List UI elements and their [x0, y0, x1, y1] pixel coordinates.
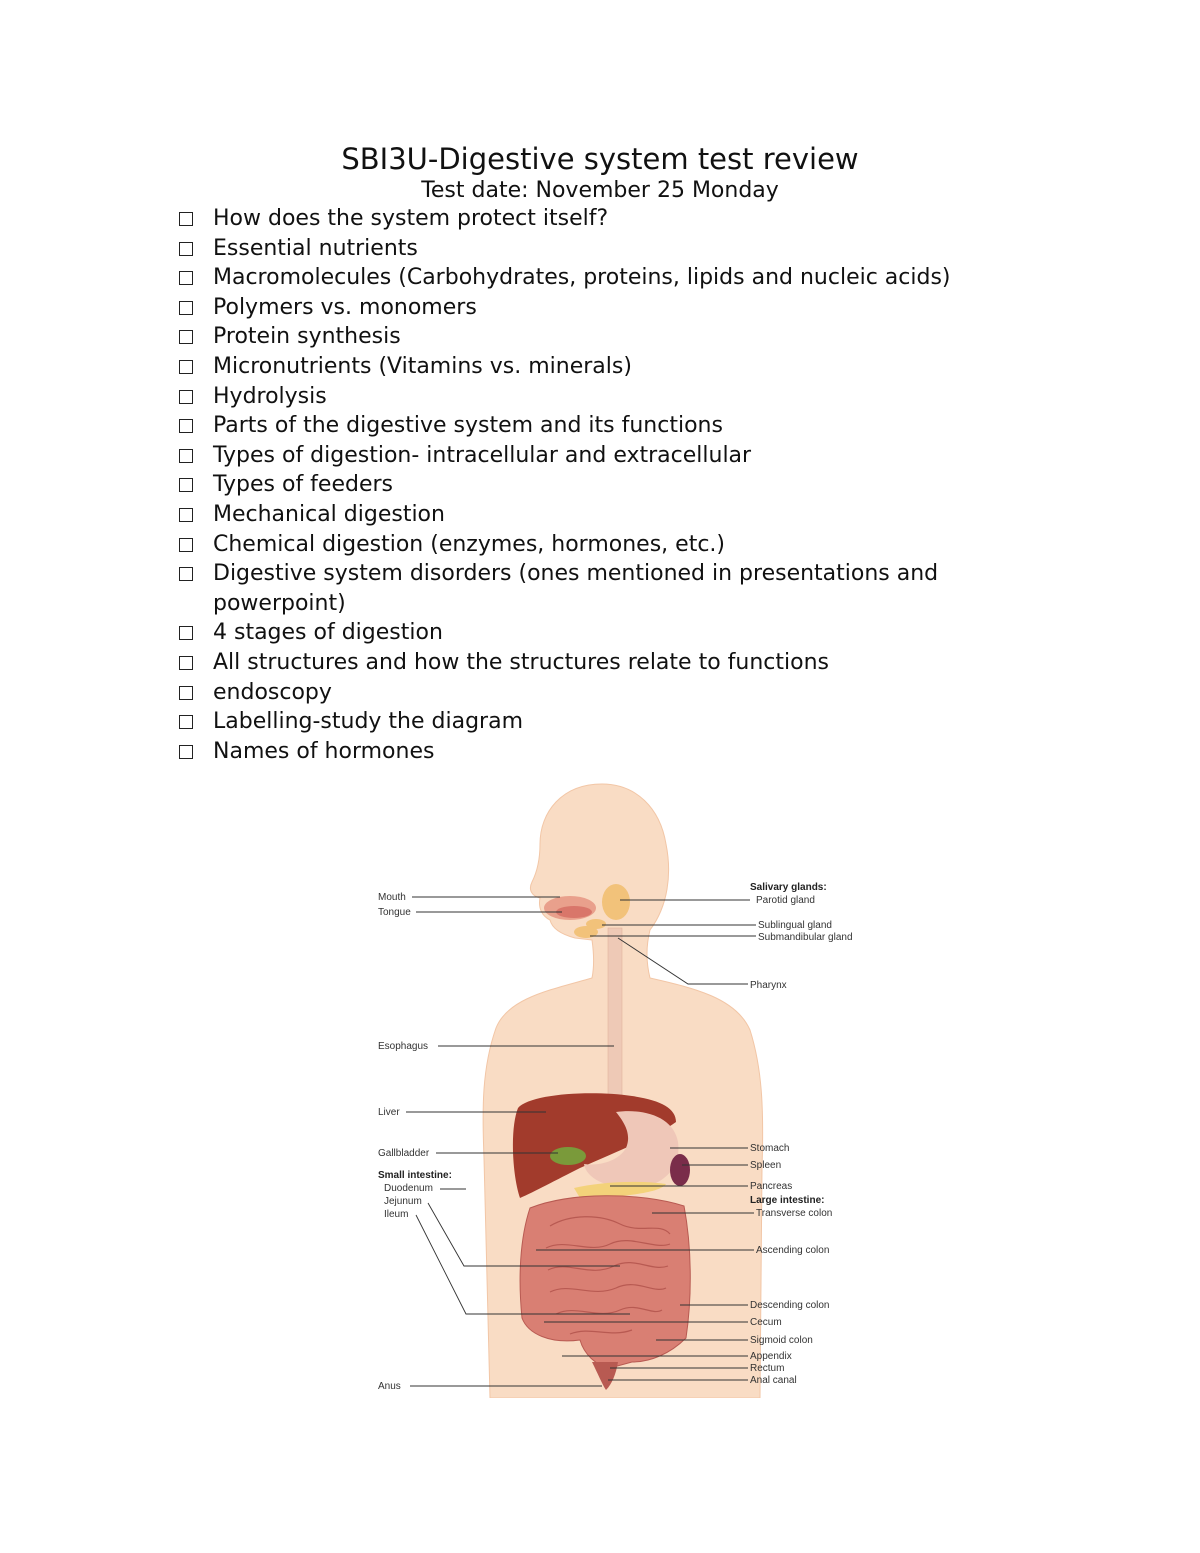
checklist-item-text: 4 stages of digestion: [213, 620, 443, 646]
label-mouth: Mouth: [378, 892, 406, 903]
empty-checkbox-icon[interactable]: [179, 538, 193, 552]
checklist-item: [178, 234, 1038, 264]
label-small-intestine-heading: Small intestine:: [378, 1170, 452, 1181]
checklist-item: [178, 470, 1038, 500]
label-tongue: Tongue: [378, 907, 411, 918]
empty-checkbox-icon[interactable]: [179, 360, 193, 374]
checklist-item-text: Parts of the digestive system and its functions: [213, 413, 723, 439]
page-title: SBI3U-Digestive system test review: [341, 142, 859, 176]
label-spleen: Spleen: [750, 1160, 782, 1171]
empty-checkbox-icon[interactable]: [179, 449, 193, 463]
empty-checkbox-icon[interactable]: [179, 390, 193, 404]
empty-checkbox-icon[interactable]: [179, 745, 193, 759]
label-cecum: Cecum: [750, 1317, 782, 1328]
checklist-item-text: Protein synthesis: [213, 324, 401, 350]
checklist-item: [178, 441, 1038, 471]
label-duodenum: Duodenum: [384, 1183, 433, 1194]
label-descending-colon: Descending colon: [750, 1300, 830, 1311]
esophagus-shape: [608, 928, 622, 1118]
checklist-item-text: Macromolecules (Carbohydrates, proteins, lipids and nucleic acids): [213, 265, 951, 291]
checklist-item: [178, 204, 1038, 234]
checklist-item-text: Essential nutrients: [213, 235, 418, 261]
empty-checkbox-icon[interactable]: [179, 656, 193, 670]
checklist-item-text: Micronutrients (Vitamins vs. minerals): [213, 353, 632, 379]
empty-checkbox-icon[interactable]: [179, 508, 193, 522]
label-liver: Liver: [378, 1107, 400, 1118]
empty-checkbox-icon[interactable]: [179, 626, 193, 640]
checklist-item-text: All structures and how the structures relate to functions: [213, 649, 829, 675]
digestive-system-diagram: [370, 778, 870, 1398]
checklist-item-text: Hydrolysis: [213, 383, 327, 409]
empty-checkbox-icon[interactable]: [179, 330, 193, 344]
checklist-item-text: endoscopy: [213, 679, 332, 705]
gallbladder-shape: [550, 1147, 586, 1165]
label-anal-canal: Anal canal: [750, 1375, 797, 1386]
spleen-shape: [670, 1154, 690, 1186]
checklist-item: [178, 352, 1038, 382]
empty-checkbox-icon[interactable]: [179, 715, 193, 729]
label-large-intestine-heading: Large intestine:: [750, 1195, 825, 1206]
checklist-item: [178, 618, 1038, 648]
checklist-item-text: Chemical digestion (enzymes, hormones, etc.): [213, 531, 725, 557]
checklist-item: [178, 737, 1038, 767]
parotid-gland-shape: [602, 884, 630, 920]
diagram-svg: [370, 778, 870, 1398]
label-appendix: Appendix: [750, 1351, 792, 1362]
review-checklist: [178, 204, 1038, 766]
label-parotid: Parotid gland: [756, 895, 815, 906]
checklist-item-text: Names of hormones: [213, 738, 435, 764]
checklist-item: [178, 678, 1038, 708]
label-pharynx: Pharynx: [750, 980, 787, 991]
checklist-item-text: Mechanical digestion: [213, 501, 445, 527]
label-ileum: Ileum: [384, 1209, 409, 1220]
label-jejunum: Jejunum: [384, 1196, 422, 1207]
empty-checkbox-icon[interactable]: [179, 271, 193, 285]
empty-checkbox-icon[interactable]: [179, 242, 193, 256]
checklist-item: [178, 411, 1038, 441]
empty-checkbox-icon[interactable]: [179, 567, 193, 581]
checklist-item: [178, 293, 1038, 323]
empty-checkbox-icon[interactable]: [179, 301, 193, 315]
checklist-item-text: Types of digestion- intracellular and extracellular: [213, 442, 752, 468]
label-pancreas: Pancreas: [750, 1181, 793, 1192]
checklist-item: [178, 648, 1038, 678]
checklist-item: [178, 322, 1038, 352]
checklist-item-text: How does the system protect itself?: [213, 206, 609, 231]
test-date: Test date: November 25 Monday: [421, 178, 779, 203]
empty-checkbox-icon[interactable]: [179, 212, 193, 226]
checklist-item: [178, 559, 1038, 618]
checklist-item: [178, 500, 1038, 530]
checklist-item: [178, 263, 1038, 293]
label-stomach: Stomach: [750, 1143, 790, 1154]
label-gallbladder: Gallbladder: [378, 1148, 430, 1159]
label-salivary-heading: Salivary glands:: [750, 882, 827, 893]
label-rectum: Rectum: [750, 1363, 785, 1374]
checklist-item: [178, 382, 1038, 412]
label-sigmoid-colon: Sigmoid colon: [750, 1335, 813, 1346]
empty-checkbox-icon[interactable]: [179, 478, 193, 492]
label-transverse-colon: Transverse colon: [756, 1208, 833, 1219]
label-esophagus: Esophagus: [378, 1041, 429, 1052]
label-ascending-colon: Ascending colon: [756, 1245, 830, 1256]
label-submandibular: Submandibular gland: [758, 932, 853, 943]
checklist-item: [178, 707, 1038, 737]
label-sublingual: Sublingual gland: [758, 920, 832, 931]
checklist-item-text: Digestive system disorders (ones mentioned in presentations and powerpoint): [213, 561, 939, 616]
checklist-item-text: Labelling-study the diagram: [213, 709, 524, 735]
checklist-item-text: Types of feeders: [213, 472, 394, 498]
checklist-item-text: Polymers vs. monomers: [213, 294, 477, 320]
checklist-item: [178, 530, 1038, 560]
label-anus: Anus: [378, 1381, 401, 1392]
empty-checkbox-icon[interactable]: [179, 686, 193, 700]
empty-checkbox-icon[interactable]: [179, 419, 193, 433]
